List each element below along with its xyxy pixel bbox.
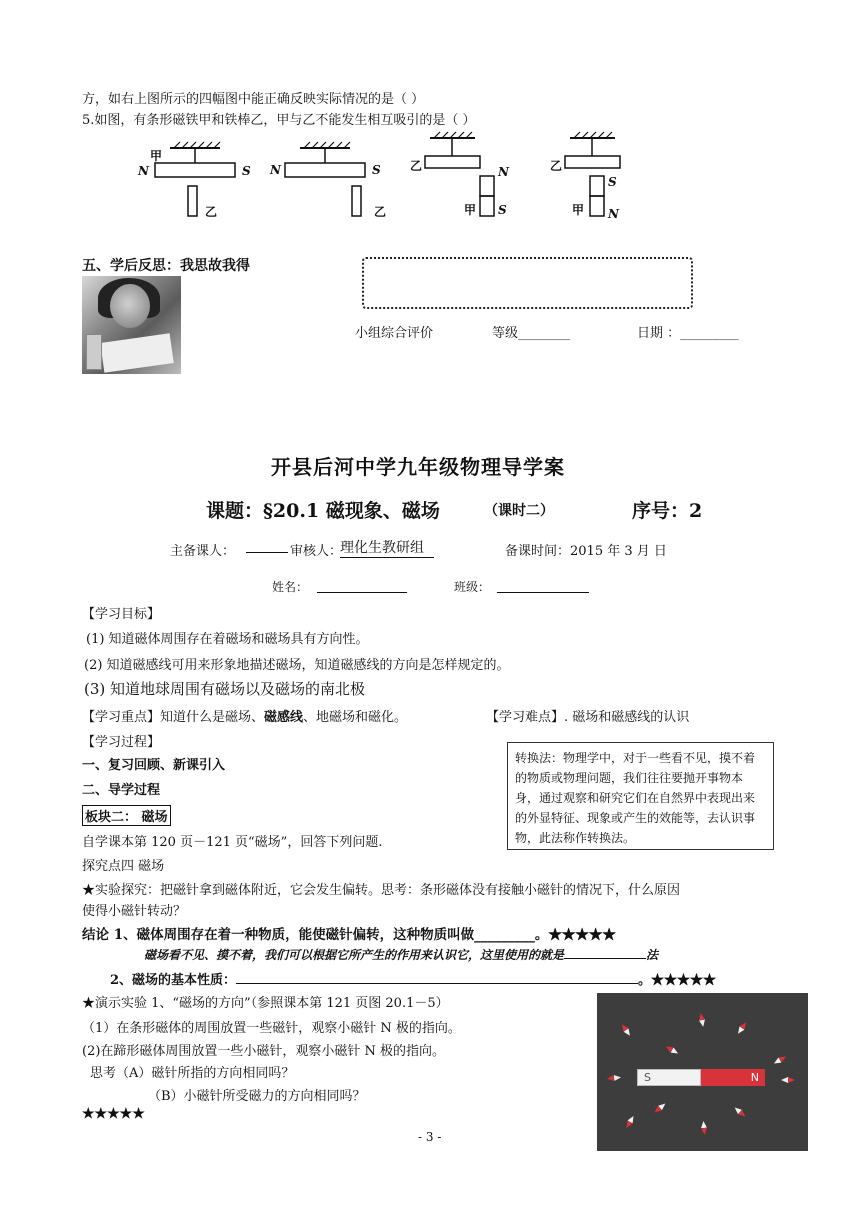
bar-magnet: [637, 1069, 765, 1086]
compass-needle: [733, 1105, 748, 1119]
experiment-text: ★实验探究：把磁针拿到磁体附近，它会发生偏转。思考：条形磁体没有接触小磁针的情况下，什么原因: [82, 883, 681, 898]
magnet-n-pole: N: [701, 1069, 765, 1086]
objectives-title: 【学习目标】: [82, 607, 161, 622]
question-4-tail: 方，如右上图所示的四幅图中能正确反映实际情况的是（ ）: [82, 92, 425, 107]
module-title: 板块二： 磁场: [82, 805, 171, 826]
bar-magnet-photo: [597, 993, 808, 1151]
experiment-text: 使得小磁针转动？: [82, 904, 187, 919]
demo-experiment: ★演示实验 1、“磁场的方向”（参照课本第 121 页图 20.1－5）: [82, 996, 449, 1011]
label-s: S: [372, 163, 381, 177]
compass-needle: [772, 1054, 787, 1066]
compass-needle: [607, 1074, 621, 1081]
demo-step-1: （1）在条形磁体的周围放置一些磁针，观察小磁针 N 极的指向。: [82, 1021, 461, 1036]
conclusion-1: 结论 1、磁体周围存在着一种物质，能使磁针偏转，这种物质叫做_________。★★★★★: [82, 927, 616, 943]
serial-number: 序号：2: [632, 500, 703, 522]
compass-needle: [736, 1021, 749, 1036]
method-note-text: 磁场看不见、摸不着，我们可以根据它所产生的作用来认识它，这里使用的就是: [144, 948, 565, 962]
objective-item: (3) 知道地球周围有磁场以及磁场的南北极: [84, 680, 366, 698]
compass-needle: [781, 1077, 795, 1083]
group-eval-label: 小组综合评价: [355, 326, 434, 341]
label-s: S: [242, 164, 251, 178]
label-yi: 乙: [550, 159, 563, 173]
label-yi: 乙: [374, 205, 387, 219]
lesson-title: 课题：§20.1 磁现象、磁场: [206, 500, 440, 522]
figure-c: [410, 132, 510, 217]
magnetic-property: [110, 969, 716, 988]
method-note-tail: 法: [646, 948, 659, 962]
page-number: - 3 -: [418, 1130, 442, 1144]
difficulty-text: . 磁场和磁感线的认识: [564, 710, 690, 725]
method-note: [144, 946, 658, 963]
preparer-label: 主备课人：: [170, 544, 236, 559]
question-5: 5.如图，有条形磁铁甲和铁棒乙，甲与乙不能发生相互吸引的是（ ）: [82, 113, 476, 128]
key-points: [82, 706, 407, 725]
section-review: 一、复习回顾、新课引入: [82, 758, 226, 773]
explore-point: 探究点四 磁场: [82, 859, 165, 874]
figure-d: [550, 132, 620, 221]
difficulty: [486, 706, 689, 725]
student-writing-photo: [82, 276, 181, 374]
prep-time: 备课时间：2015 年 3 月 日: [505, 544, 667, 559]
figure-a: [137, 142, 251, 219]
class-field[interactable]: [497, 592, 589, 593]
figure-b: [269, 142, 386, 219]
compass-needle: [700, 1121, 707, 1135]
reviewer-name: 理化生教研组: [340, 537, 434, 558]
key-points-text: 、地磁场和磁化。: [303, 710, 408, 725]
key-points-label: 【学习重点】: [82, 710, 161, 725]
school-title: 开县后河中学九年级物理导学案: [271, 455, 565, 479]
date-field[interactable]: 日期 ：_________: [637, 326, 739, 341]
label-yi: 乙: [205, 205, 218, 219]
label-n: N: [608, 207, 619, 221]
preparer-field[interactable]: [246, 552, 288, 553]
magnet-figures: [130, 128, 650, 228]
label-n: N: [138, 164, 149, 178]
conversion-method-note: 转换法：物理学中，对于一些看不见，摸不着的物质或物理问题，我们往往要抛开事物本身，通过观察和研究它们在自然界中表现出来的外显特征、现象或产生的效能等，去认识事物，此法称作转换法。: [507, 742, 774, 850]
compass-needle: [664, 1044, 679, 1056]
think-b: （B）小磁针所受磁力的方向相同吗？: [148, 1089, 366, 1104]
reflection-box[interactable]: [362, 257, 693, 309]
objective-item: (2) 知道磁感线可用来形象地描述磁场，知道磁感线的方向是怎样规定的。: [84, 658, 510, 673]
label-jia: 甲: [150, 149, 163, 163]
name-field[interactable]: [317, 592, 407, 593]
process-title: 【学习过程】: [82, 735, 161, 750]
name-label: 姓名：: [272, 580, 309, 594]
lesson-subtitle: （课时二）: [484, 503, 554, 519]
section-guide: 二、导学过程: [82, 783, 161, 798]
label-s: S: [498, 203, 507, 217]
property-blank[interactable]: [236, 983, 638, 984]
demo-step-2: (2)在蹄形磁体周围放置一些小磁针，观察小磁针 N 极的指向。: [82, 1044, 446, 1059]
property-label: 2、磁场的基本性质：: [110, 973, 237, 988]
label-jia: 甲: [464, 203, 477, 217]
method-blank[interactable]: [564, 958, 646, 959]
property-tail: 。★★★★★: [638, 973, 717, 988]
magnet-s-pole: S: [637, 1069, 701, 1086]
label-yi: 乙: [410, 159, 423, 173]
label-n: N: [498, 165, 509, 179]
reviewer-label: 审核人：: [290, 544, 343, 559]
key-points-text: 知道什么是磁场、: [160, 710, 265, 725]
label-jia: 甲: [572, 203, 585, 217]
objective-item: (1) 知道磁体周围存在着磁场和磁场具有方向性。: [86, 632, 369, 647]
star-rating: ★★★★★: [82, 1106, 145, 1122]
self-study: 自学课本第 120 页－121 页“磁场”，回答下列问题.: [82, 835, 383, 850]
key-points-bold: 磁感线: [264, 710, 304, 725]
compass-needle: [624, 1114, 636, 1129]
class-label: 班级：: [454, 580, 491, 594]
difficulty-label: 【学习难点】: [486, 710, 565, 725]
compass-needle: [698, 1013, 706, 1028]
grade-field[interactable]: 等级________: [492, 326, 571, 341]
label-n: N: [270, 163, 281, 177]
label-s: S: [608, 175, 617, 189]
reflection-heading: 五、学后反思：我思故我得: [82, 258, 250, 274]
think-a: 思考（A）磁针所指的方向相同吗？: [90, 1066, 295, 1081]
compass-needle: [620, 1023, 633, 1038]
compass-needle: [653, 1101, 668, 1115]
